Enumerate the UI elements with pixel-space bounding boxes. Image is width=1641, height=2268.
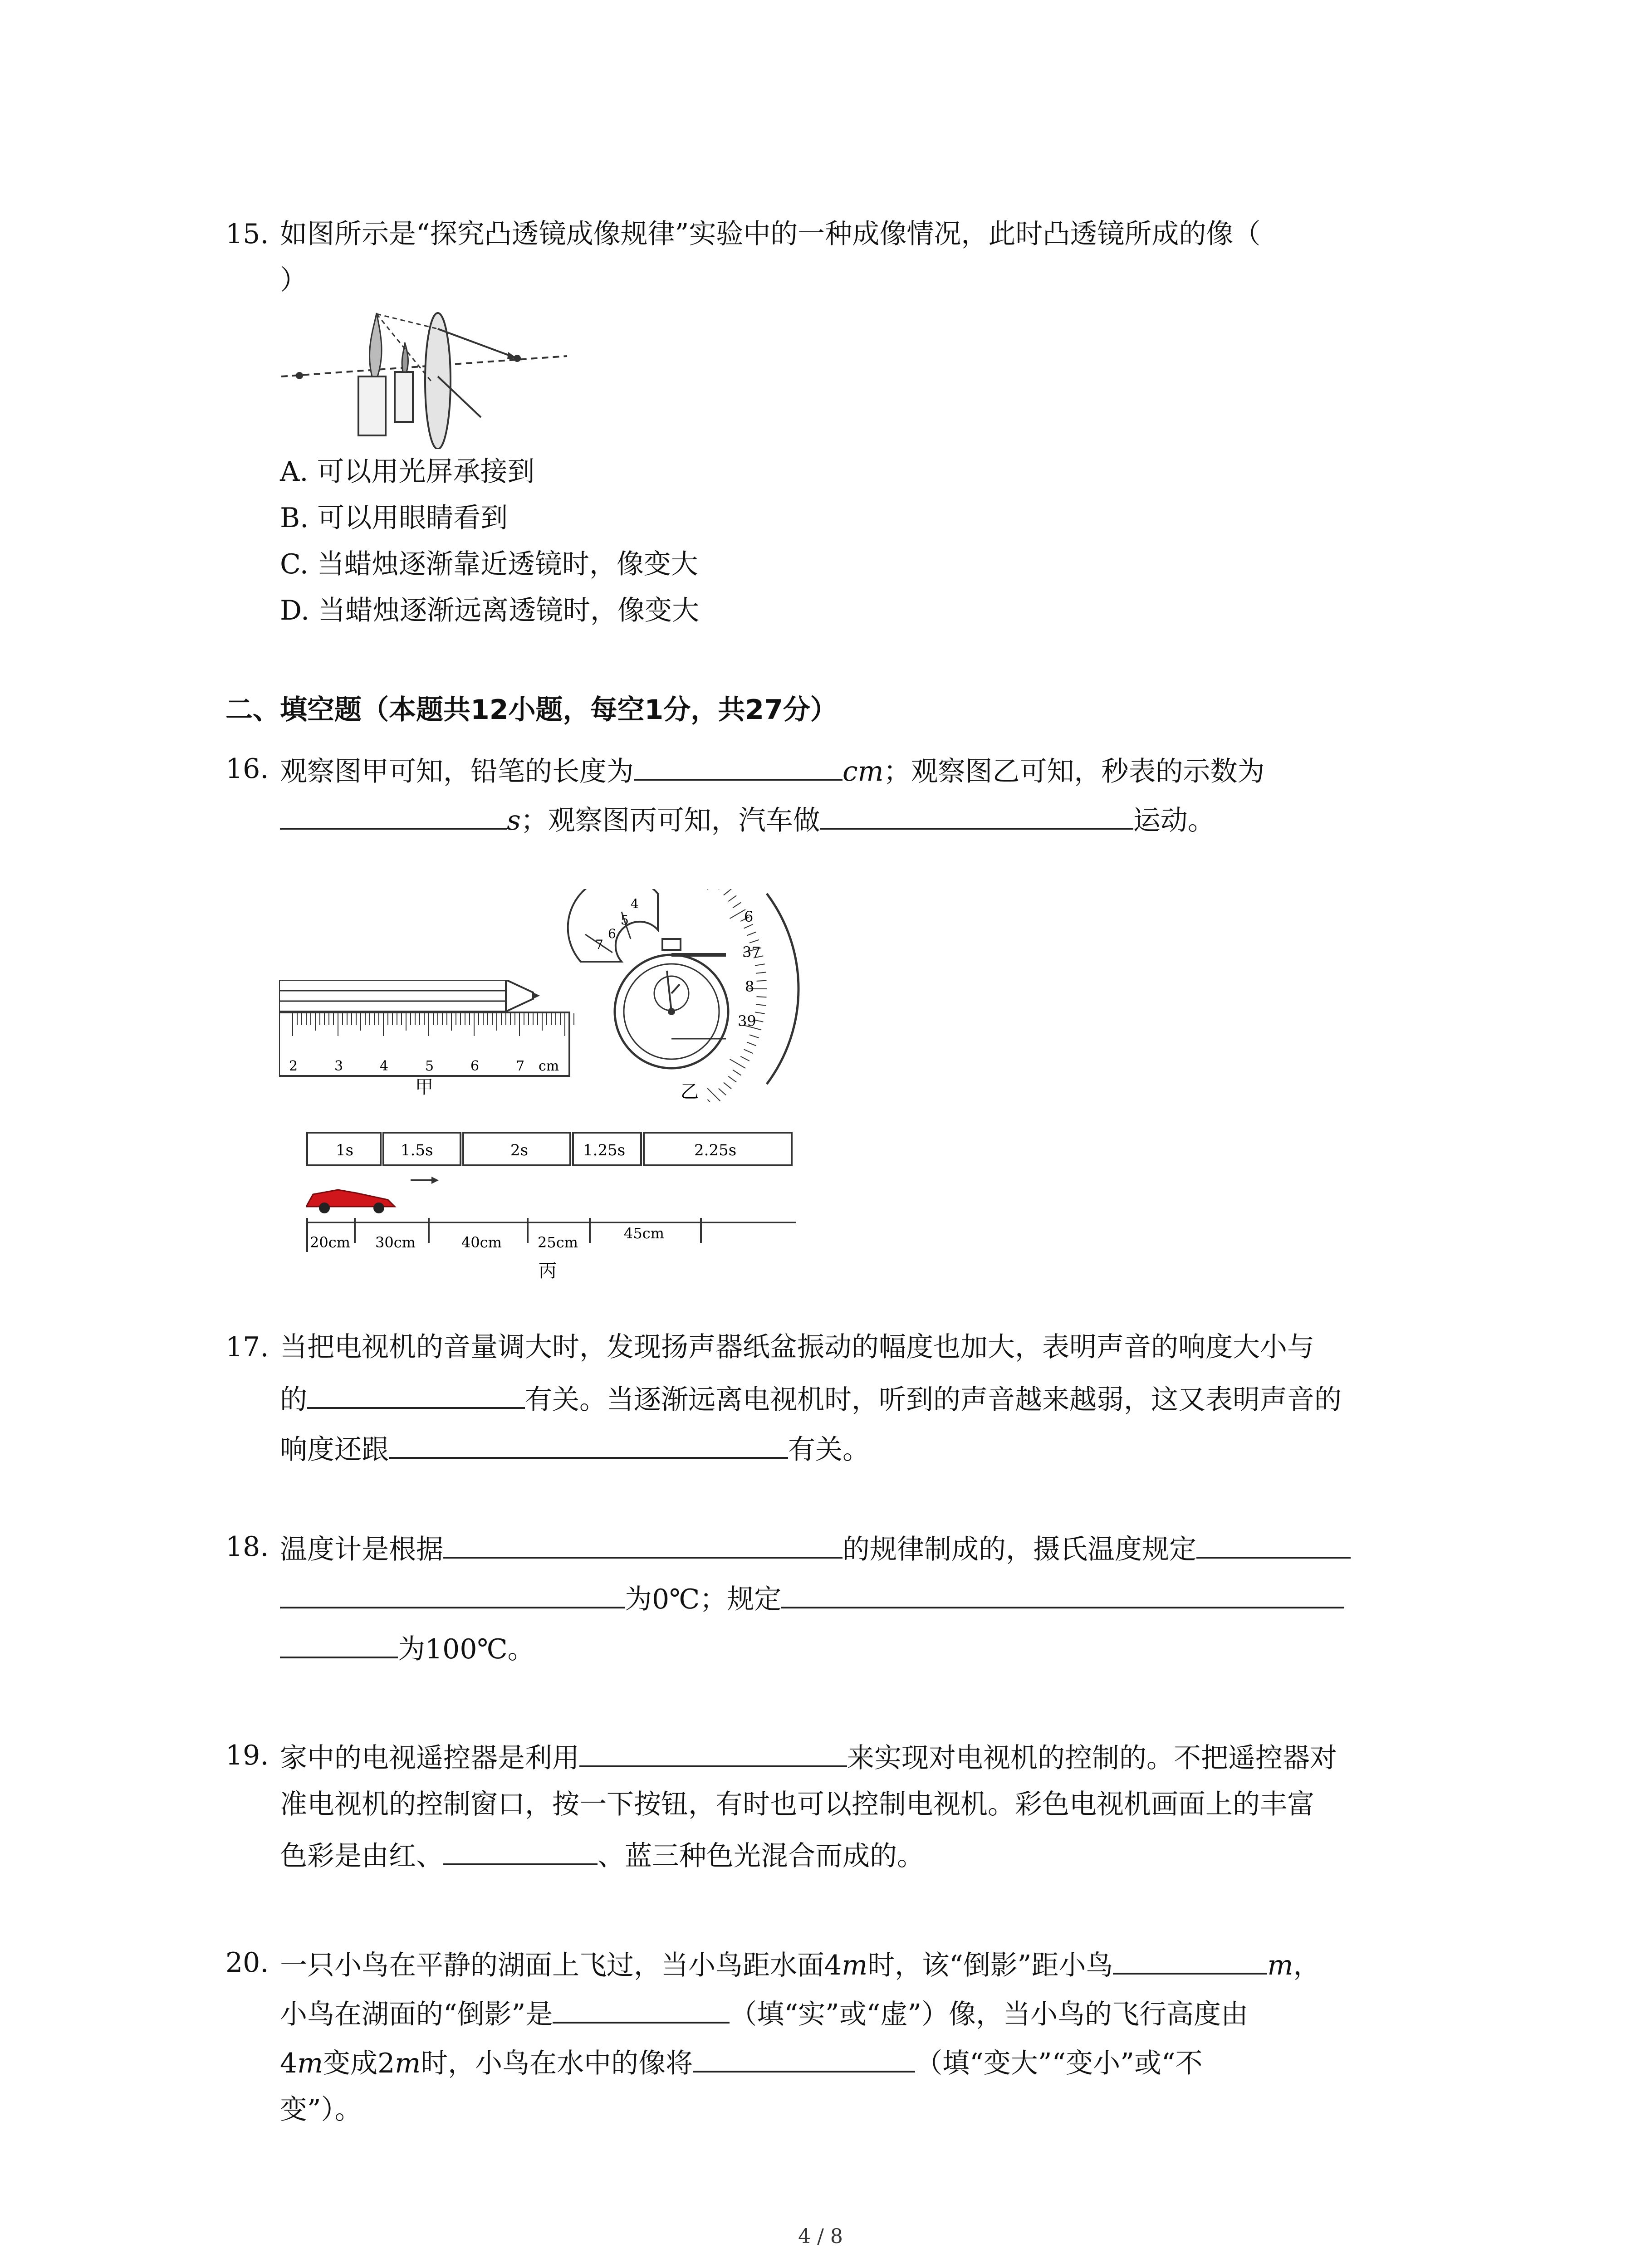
q15-number: 15. <box>225 218 269 250</box>
q20-line-2 <box>280 1994 1248 2033</box>
scale-tick <box>719 1088 726 1095</box>
q20-number: 20. <box>225 1947 269 1979</box>
q18-number: 18. <box>225 1531 269 1563</box>
ruler-label: 5 <box>425 1058 434 1074</box>
small-dial-label: 5 <box>621 913 629 928</box>
q16-text-4: 运动。 <box>1133 805 1215 836</box>
q19-line-3 <box>280 1835 924 1874</box>
q20-text-2a: 小鸟在湖面的“倒影”是 <box>280 1999 553 2030</box>
figure-bing-car-motion <box>306 1132 796 1281</box>
q20-line-4: 变”）。 <box>280 2094 362 2126</box>
q18-line-2 <box>280 1579 1344 1618</box>
q16-line-2 <box>280 800 1215 839</box>
q19-line-2: 准电视机的控制窗口，按一下按钮，有时也可以控制电视机。彩色电视机画面上的丰富 <box>280 1789 1314 1820</box>
scale-tick <box>733 902 741 908</box>
q16-blank-pencil-length[interactable] <box>634 751 843 781</box>
time-label: 1s <box>336 1141 354 1159</box>
small-dial-label: 4 <box>631 896 639 911</box>
distance-label: 20cm <box>310 1234 350 1251</box>
scale-tick <box>730 909 745 919</box>
q20-blank-real-virtual[interactable] <box>553 1994 730 2024</box>
q15-stem: 如图所示是“探究凸透镜成像规律”实验中的一种成像情况，此时凸透镜所成的像（ <box>280 218 1261 250</box>
distance-label: 25cm <box>538 1234 578 1251</box>
q20-text-3d: （填“变大”“变小”或“不 <box>915 2048 1203 2079</box>
q17-text-3b: 有关。 <box>788 1434 870 1466</box>
ruler-label: 2 <box>289 1058 298 1074</box>
distance-label: 30cm <box>375 1234 416 1251</box>
scale-tick <box>747 932 756 936</box>
small-dial-label: 6 <box>608 926 616 941</box>
ruler-label: 6 <box>470 1058 480 1074</box>
q18-line-3 <box>280 1628 535 1667</box>
q16-unit-cm: cm <box>843 756 884 787</box>
q20-text-3b: 变成2 <box>323 2048 395 2079</box>
scale-tick <box>724 889 731 895</box>
q15-option-a[interactable]: A. 可以用光屏承接到 <box>280 456 535 488</box>
distance-label: 45cm <box>624 1225 664 1242</box>
scale-tick <box>747 1042 756 1046</box>
scale-tick <box>756 1004 766 1005</box>
q17-blank-1[interactable] <box>307 1379 525 1409</box>
q18-text-2a: 为0℃；规定 <box>625 1584 782 1615</box>
q19-text-3b: 、蓝三种色光混合而成的。 <box>598 1840 924 1872</box>
distance-label: 40cm <box>461 1234 502 1251</box>
scale-tick <box>749 1035 759 1038</box>
section-2-title: 二、填空题（本题共12小题，每空1分，共27分） <box>225 694 838 726</box>
q18-blank-zero-a[interactable] <box>1196 1529 1351 1559</box>
scale-tick <box>707 1100 714 1102</box>
q20-unit-m: m <box>395 2048 421 2079</box>
red-car-icon <box>306 1190 395 1213</box>
q19-text-1a: 家中的电视遥控器是利用 <box>280 1742 579 1774</box>
q15-stem-end: ） <box>280 264 307 296</box>
scale-tick <box>719 889 726 890</box>
scale-tick <box>724 1082 731 1089</box>
scale-label: 6 <box>744 908 754 925</box>
q17-line-3 <box>280 1429 870 1468</box>
q16-text-3: ；观察图丙可知，汽车做 <box>520 805 820 836</box>
ruler-label: 7 <box>516 1058 525 1074</box>
figure-yi-stopwatch <box>567 889 821 1102</box>
scale-tick <box>755 1012 765 1013</box>
figure-bing-caption: 丙 <box>539 1261 557 1281</box>
q19-text-1b: 来实现对电视机的控制的。不把遥控器对 <box>847 1742 1337 1774</box>
scale-tick <box>728 1076 736 1082</box>
scale-tick <box>707 1088 720 1101</box>
q16-text-1: 观察图甲可知，铅笔的长度为 <box>280 756 634 787</box>
q20-punct: ， <box>1293 1950 1321 1981</box>
convex-lens-figure <box>281 308 572 449</box>
q20-unit-m: m <box>297 2048 323 2079</box>
scale-tick <box>744 1049 753 1053</box>
q19-blank-color[interactable] <box>443 1835 598 1865</box>
scale-tick <box>728 895 736 901</box>
q20-text-3a: 4 <box>280 2048 298 2079</box>
q16-blank-stopwatch[interactable] <box>280 800 507 830</box>
q18-text-1a: 温度计是根据 <box>280 1534 443 1565</box>
q20-blank-image-size[interactable] <box>693 2043 915 2072</box>
time-label: 1.25s <box>583 1141 626 1159</box>
ruler-label: 4 <box>380 1058 389 1074</box>
scale-tick <box>749 940 759 943</box>
scale-tick <box>740 1056 749 1061</box>
scale-tick <box>730 1059 745 1068</box>
figure-jia-pencil-ruler <box>279 980 583 1098</box>
q15-option-c[interactable]: C. 当蜡烛逐渐靠近透镜时，像变大 <box>280 548 698 580</box>
q18-blank-hundred-b[interactable] <box>280 1628 398 1658</box>
time-label: 2.25s <box>694 1141 737 1159</box>
q18-line-1 <box>280 1529 1351 1568</box>
scale-label: 39 <box>738 1012 756 1030</box>
q16-blank-motion[interactable] <box>820 800 1133 830</box>
q18-text-1b: 的规律制成的，摄氏温度规定 <box>843 1534 1196 1565</box>
scale-label: 8 <box>745 978 754 995</box>
q18-blank-hundred-a[interactable] <box>781 1579 1344 1608</box>
q15-option-b[interactable]: B. 可以用眼睛看到 <box>280 502 508 534</box>
q20-text-1a: 一只小鸟在平静的湖面上飞过，当小鸟距水面4 <box>280 1950 842 1981</box>
q20-line-3 <box>280 2043 1203 2082</box>
q16-line-1 <box>280 751 1265 790</box>
q20-text-2b: （填“实”或“虚”）像，当小鸟的飞行高度由 <box>730 1999 1249 2030</box>
q17-line-2 <box>280 1379 1342 1418</box>
ruler-unit-label: cm <box>539 1058 559 1074</box>
time-label: 2s <box>510 1141 529 1159</box>
q19-text-3a: 色彩是由红、 <box>280 1840 443 1872</box>
q16-text-2: ；观察图乙可知，秒表的示数为 <box>883 756 1265 787</box>
scale-tick <box>756 972 766 973</box>
q20-line-1 <box>280 1945 1320 1984</box>
scale-tick <box>707 889 720 890</box>
q16-number: 16. <box>225 753 269 785</box>
q15-option-d[interactable]: D. 当蜡烛逐渐远离透镜时，像变大 <box>280 595 700 626</box>
figure-yi-caption: 乙 <box>681 1081 699 1102</box>
q20-unit-m: m <box>1267 1950 1293 1981</box>
page-number: 4 / 8 <box>798 2225 843 2248</box>
q17-line-1: 当把电视机的音量调大时，发现扬声器纸盆振动的幅度也加大，表明声音的响度大小与 <box>280 1331 1314 1363</box>
q16-unit-s: s <box>507 805 521 836</box>
q20-blank-distance[interactable] <box>1113 1945 1267 1975</box>
q18-blank-principle[interactable] <box>443 1529 843 1559</box>
q19-number: 19. <box>225 1740 269 1771</box>
q17-text-2b: 有关。当逐渐远离电视机时，听到的声音越来越弱，这又表明声音的 <box>525 1384 1342 1416</box>
q19-blank-remote[interactable] <box>579 1737 847 1767</box>
q18-blank-zero-b[interactable] <box>280 1579 625 1608</box>
q17-text-2a: 的 <box>280 1384 307 1416</box>
q20-text-1b: 时，该“倒影”距小鸟 <box>867 1950 1113 1981</box>
q18-text-3a: 为100℃。 <box>398 1633 535 1665</box>
scale-tick <box>755 964 765 965</box>
q19-line-1 <box>280 1737 1337 1776</box>
q20-text-3c: 时，小鸟在水中的像将 <box>421 2048 693 2079</box>
q17-blank-2[interactable] <box>389 1429 788 1459</box>
scale-tick <box>733 1070 741 1075</box>
figure-jia-caption: 甲 <box>415 1077 433 1098</box>
scale-label: 37 <box>742 943 761 961</box>
time-label: 1.5s <box>401 1141 433 1159</box>
q17-number: 17. <box>225 1331 269 1363</box>
ruler-label: 3 <box>334 1058 343 1074</box>
q20-unit-m: m <box>842 1950 868 1981</box>
small-dial-label: 7 <box>595 937 603 952</box>
q17-text-3a: 响度还跟 <box>280 1434 389 1466</box>
